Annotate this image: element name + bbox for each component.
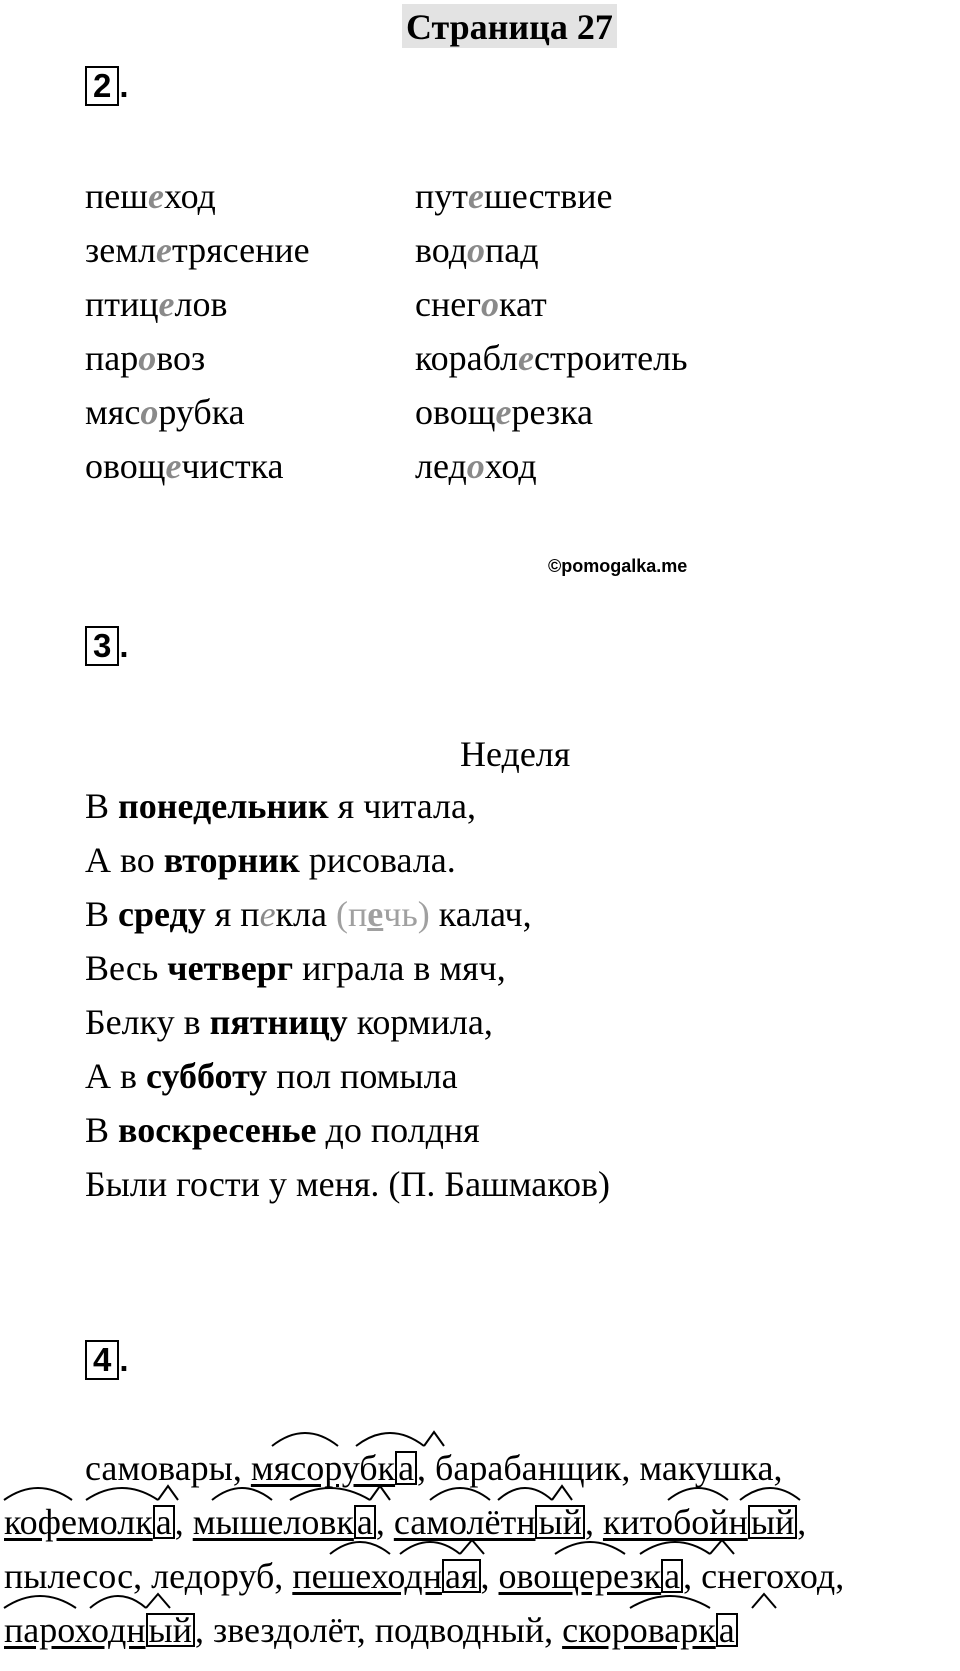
task-4-line-3: пылесос, ледоруб, пешеходная, овощерезка, снегоход, — [4, 1556, 845, 1596]
page-title: Страница 27 — [402, 4, 617, 48]
task-4-line-1: самовары, мясорубка, барабанщик, макушка, — [85, 1448, 783, 1488]
connecting-vowel: е — [495, 392, 512, 432]
task-4-number: 4 . — [85, 1340, 129, 1380]
root-arc — [640, 1542, 710, 1554]
word-part: пад — [485, 230, 539, 270]
word-part: резка — [511, 392, 594, 432]
weekday-word: воскресенье — [118, 1110, 317, 1150]
word-part: лов — [174, 284, 228, 324]
poem-line — [85, 1002, 493, 1042]
poem-text: кормила, — [347, 1002, 493, 1042]
poem-text: играла в мяч, — [293, 948, 506, 988]
weekday-word: среду — [118, 894, 206, 934]
root-arc — [668, 1488, 728, 1500]
word-item — [85, 446, 283, 486]
word-ending: а — [661, 1559, 683, 1593]
word-part: ход — [484, 446, 537, 486]
poem-text: А во — [85, 840, 164, 880]
connecting-vowel: е — [155, 230, 172, 270]
poem-text: рисовала. — [299, 840, 456, 880]
word-part: мяс — [85, 392, 141, 432]
connecting-vowel: е — [147, 176, 164, 216]
suffix-caret — [424, 1432, 444, 1446]
root-arc — [555, 1542, 625, 1554]
word-peshekhodnaya: пешеходная — [292, 1556, 480, 1596]
word-item — [85, 230, 310, 270]
weekday-word: четверг — [167, 948, 294, 988]
root-arc — [356, 1433, 424, 1446]
word-item — [85, 338, 205, 378]
connecting-vowel: е — [165, 446, 182, 486]
root-arc — [4, 1488, 72, 1500]
suffix-caret — [146, 1594, 170, 1608]
word-part: птиц — [85, 284, 159, 324]
word-skorovarka: скороварка — [562, 1610, 738, 1650]
word-ending: ый — [146, 1613, 195, 1647]
word-part: овощ — [415, 392, 496, 432]
word-part: снег — [415, 284, 481, 324]
root-arc — [430, 1488, 490, 1500]
task-2-number: 2 . — [85, 66, 129, 106]
word-item — [415, 176, 613, 216]
weekday-word: пятницу — [209, 1002, 348, 1042]
word-part: рубка — [158, 392, 245, 432]
poem-text: Белку в — [85, 1002, 210, 1042]
root-arc — [498, 1488, 552, 1500]
poem-line — [85, 894, 532, 934]
poem-text: Были гости у меня. (П. Башмаков) — [85, 1164, 610, 1204]
word-part: вод — [415, 230, 468, 270]
watermark: ©pomogalka.me — [548, 556, 688, 576]
root-arc — [400, 1542, 460, 1554]
connecting-vowel: о — [481, 284, 499, 324]
root-arc — [330, 1542, 390, 1554]
word-part: ход — [163, 176, 216, 216]
poem-text: А в — [85, 1056, 146, 1096]
unstressed-vowel: е — [259, 894, 276, 934]
word-myasorubka: мясорубка — [251, 1448, 417, 1488]
poem-line — [85, 1110, 480, 1150]
connecting-vowel: о — [140, 392, 159, 432]
word-part: пут — [415, 176, 468, 216]
suffix-caret — [752, 1594, 776, 1608]
root-arc — [86, 1488, 158, 1500]
connecting-vowel: е — [518, 338, 535, 378]
weekday-word: понедельник — [118, 786, 329, 826]
poem-text: Весь — [85, 948, 168, 988]
poem-line — [85, 840, 456, 880]
root-arc — [272, 1433, 338, 1446]
suffix-caret — [710, 1540, 734, 1554]
word-item — [85, 284, 227, 324]
suffix-caret — [158, 1486, 178, 1500]
word-item — [415, 446, 537, 486]
word-part: чистка — [181, 446, 284, 486]
word-item — [85, 392, 245, 432]
word-samolyotny: самолётный — [394, 1502, 585, 1542]
check-word-vowel: е — [367, 894, 384, 934]
word-ending: а — [354, 1505, 376, 1539]
poem-text: я читала, — [328, 786, 476, 826]
word-part: кат — [499, 284, 547, 324]
word-ending: а — [716, 1613, 738, 1647]
word-item — [85, 176, 216, 216]
connecting-vowel: о — [138, 338, 157, 378]
connecting-vowel: е — [158, 284, 175, 324]
poem-text: В — [85, 1110, 119, 1150]
connecting-vowel: е — [468, 176, 484, 216]
word-part: лед — [415, 446, 467, 486]
word-kitoboyny: китобойный — [603, 1502, 797, 1542]
word-ending: ый — [748, 1505, 797, 1539]
root-arc — [90, 1596, 146, 1608]
poem-text: кла — [275, 894, 336, 934]
poem-text: В — [85, 786, 119, 826]
word-item — [415, 392, 593, 432]
word-part: трясение — [171, 230, 310, 270]
word-kofemolka: кофемолка — [4, 1502, 175, 1542]
word-part: шествие — [483, 176, 613, 216]
check-word: чь) — [383, 894, 430, 934]
suffix-caret — [370, 1486, 390, 1500]
poem-title: Неделя — [460, 734, 571, 774]
weekday-word: субботу — [146, 1056, 268, 1096]
word-part: пеш — [85, 176, 148, 216]
task-3-number: 3 . — [85, 626, 129, 666]
poem-text: калач, — [429, 894, 532, 934]
word-part: пар — [85, 338, 139, 378]
word-item — [415, 338, 688, 378]
connecting-vowel: о — [467, 230, 486, 270]
poem-text: В — [85, 894, 119, 934]
word-ovoshcherezka: овощерезка — [499, 1556, 684, 1596]
word-item — [415, 230, 539, 270]
word-ending: ая — [442, 1559, 481, 1593]
check-word: (п — [335, 894, 368, 934]
word-ending: а — [395, 1451, 417, 1485]
word-myshelovka: мышеловка — [193, 1502, 376, 1542]
word-ending: а — [153, 1505, 175, 1539]
root-arc — [630, 1596, 710, 1608]
word-part: воз — [156, 338, 206, 378]
word-item — [415, 284, 547, 324]
poem-line — [85, 948, 506, 988]
poem-line — [85, 786, 476, 826]
word-part: строитель — [534, 338, 688, 378]
poem-text: до полдня — [316, 1110, 480, 1150]
suffix-caret — [460, 1540, 484, 1554]
root-arc — [4, 1596, 76, 1608]
root-arc — [740, 1488, 800, 1500]
weekday-word: вторник — [163, 840, 300, 880]
connecting-vowel: о — [466, 446, 485, 486]
task-4-line-2: кофемолка, мышеловка, самолётный, китобойный, — [4, 1502, 807, 1542]
suffix-caret — [552, 1486, 572, 1500]
word-part: земл — [85, 230, 156, 270]
word-part: овощ — [85, 446, 166, 486]
word-part: корабл — [415, 338, 519, 378]
root-arc — [290, 1488, 370, 1500]
poem-line — [85, 1056, 458, 1096]
word-parokhodny: пароходный — [4, 1610, 195, 1650]
root-arc — [212, 1488, 272, 1500]
word-ending: ый — [535, 1505, 584, 1539]
poem-line — [85, 1164, 610, 1204]
poem-text: пол помыла — [267, 1056, 458, 1096]
poem-text: я п — [205, 894, 260, 934]
task-4-line-4: пароходный, звездолёт, подводный, скороварка — [4, 1610, 738, 1650]
